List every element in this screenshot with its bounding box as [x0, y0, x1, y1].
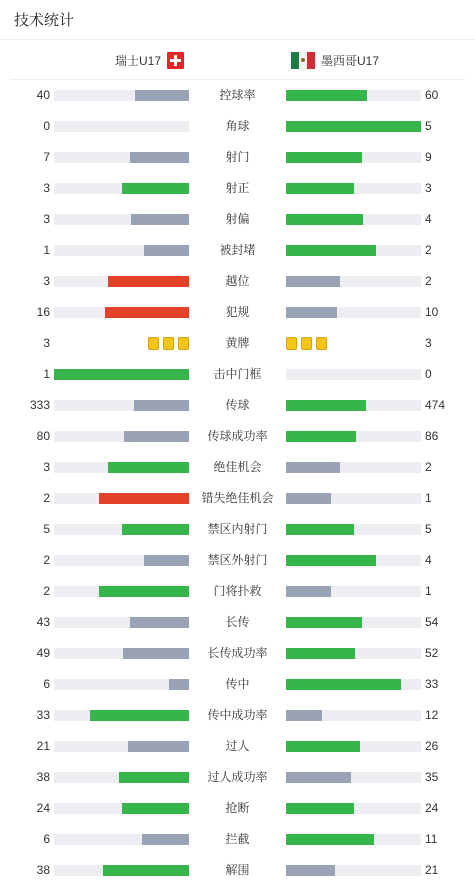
- stat-label: 拦截: [225, 832, 250, 846]
- away-stat-bar: [286, 710, 421, 721]
- home-stat-value: 24: [36, 801, 50, 815]
- stat-row: [0, 328, 475, 359]
- away-stat-bar-fill: [286, 121, 421, 132]
- home-stat-value: 3: [43, 212, 50, 226]
- home-stat-bar-fill: [135, 90, 189, 101]
- away-stat-value: 5: [425, 119, 432, 133]
- away-stat-bar: [286, 400, 421, 411]
- away-yellow-cards: [286, 337, 327, 350]
- stat-row: [0, 142, 475, 173]
- stat-label: 传球: [225, 398, 250, 412]
- away-stat-bar-fill: [286, 803, 354, 814]
- away-stat-bar-fill: [286, 648, 355, 659]
- stat-row: [0, 638, 475, 669]
- stat-label: 禁区外射门: [207, 553, 268, 567]
- yellow-card-icon: [286, 337, 297, 350]
- away-team-name: 墨西哥U17: [321, 53, 380, 68]
- home-stat-value: 3: [43, 181, 50, 195]
- home-stat-value: 2: [43, 491, 50, 505]
- stat-row: [0, 266, 475, 297]
- stat-label: 绝佳机会: [213, 460, 262, 474]
- home-stat-bar-fill: [142, 834, 189, 845]
- home-team: [115, 40, 184, 80]
- stat-row: [0, 700, 475, 731]
- stat-label: 过人成功率: [207, 770, 268, 784]
- away-stat-bar: [286, 152, 421, 163]
- home-stat-bar-fill: [130, 617, 189, 628]
- away-stat-value: 35: [425, 770, 439, 784]
- page-title: 技术统计: [14, 12, 75, 29]
- home-stat-bar: [54, 400, 189, 411]
- stats-list: [0, 80, 475, 886]
- home-stat-bar: [54, 524, 189, 535]
- away-stat-value: 474: [425, 398, 446, 412]
- away-stat-value: 3: [425, 336, 432, 350]
- away-stat-value: 12: [425, 708, 439, 722]
- away-stat-bar: [286, 617, 421, 628]
- stat-label: 门将扑救: [213, 584, 262, 598]
- home-stat-bar: [54, 586, 189, 597]
- away-stat-bar-fill: [286, 431, 356, 442]
- stat-label: 解围: [225, 863, 250, 877]
- home-stat-bar-fill: [105, 307, 189, 318]
- home-stat-bar-fill: [103, 865, 189, 876]
- home-stat-bar: [54, 307, 189, 318]
- stat-label: 长传成功率: [207, 646, 268, 660]
- away-stat-bar: [286, 462, 421, 473]
- stat-row: [0, 452, 475, 483]
- away-stat-bar-fill: [286, 493, 331, 504]
- away-stat-value: 52: [425, 646, 439, 660]
- away-stat-bar-fill: [286, 555, 376, 566]
- home-stat-bar-fill: [128, 741, 189, 752]
- home-stat-bar-fill: [54, 369, 189, 380]
- away-stat-bar: [286, 90, 421, 101]
- stat-label: 射偏: [225, 212, 250, 226]
- away-stat-bar: [286, 493, 421, 504]
- home-stat-value: 2: [43, 584, 50, 598]
- home-stat-bar: [54, 617, 189, 628]
- home-stat-bar-fill: [124, 431, 189, 442]
- home-stat-bar-fill: [122, 524, 190, 535]
- away-stat-value: 33: [425, 677, 439, 691]
- away-stat-bar-fill: [286, 772, 351, 783]
- stat-row: [0, 731, 475, 762]
- home-stat-value: 38: [36, 863, 50, 877]
- away-stat-value: 24: [425, 801, 439, 815]
- home-stat-value: 5: [43, 522, 50, 536]
- away-stat-value: 4: [425, 553, 432, 567]
- away-stat-bar-fill: [286, 152, 362, 163]
- away-stat-bar: [286, 307, 421, 318]
- home-stat-bar: [54, 555, 189, 566]
- yellow-card-icon: [301, 337, 312, 350]
- stat-row: [0, 173, 475, 204]
- home-stat-value: 2: [43, 553, 50, 567]
- home-stat-bar: [54, 834, 189, 845]
- home-stat-value: 6: [43, 832, 50, 846]
- stats-header: [0, 0, 475, 40]
- stat-label: 传中: [225, 677, 250, 691]
- home-stat-bar: [54, 245, 189, 256]
- away-stat-value: 54: [425, 615, 439, 629]
- home-stat-bar: [54, 431, 189, 442]
- away-stat-bar: [286, 369, 421, 380]
- home-stat-bar: [54, 710, 189, 721]
- stat-row: [0, 762, 475, 793]
- stat-row: [0, 297, 475, 328]
- home-stat-value: 1: [43, 243, 50, 257]
- away-stat-bar: [286, 648, 421, 659]
- home-stat-value: 49: [36, 646, 50, 660]
- away-stat-bar: [286, 803, 421, 814]
- yellow-card-icon: [163, 337, 174, 350]
- away-stat-value: 2: [425, 460, 432, 474]
- away-stat-bar-fill: [286, 214, 363, 225]
- stat-row: [0, 235, 475, 266]
- away-stat-bar: [286, 183, 421, 194]
- stat-row: [0, 793, 475, 824]
- home-stat-value: 3: [43, 460, 50, 474]
- away-stat-bar: [286, 214, 421, 225]
- home-stat-bar-fill: [90, 710, 189, 721]
- away-stat-value: 3: [425, 181, 432, 195]
- stat-label: 传球成功率: [207, 429, 268, 443]
- away-stat-value: 0: [425, 367, 432, 381]
- home-stat-bar: [54, 121, 189, 132]
- away-stat-bar-fill: [286, 183, 354, 194]
- stat-row: [0, 855, 475, 886]
- away-stat-bar: [286, 245, 421, 256]
- stat-label: 过人: [225, 739, 250, 753]
- home-stat-value: 1: [43, 367, 50, 381]
- away-stat-value: 21: [425, 863, 439, 877]
- stat-row: [0, 204, 475, 235]
- home-stat-bar: [54, 803, 189, 814]
- home-stat-bar-fill: [122, 803, 190, 814]
- stat-label: 黄牌: [225, 336, 250, 350]
- stat-label: 抢断: [225, 801, 250, 815]
- away-stat-bar: [286, 586, 421, 597]
- stat-label: 禁区内射门: [207, 522, 268, 536]
- stat-row: [0, 545, 475, 576]
- home-stat-value: 7: [43, 150, 50, 164]
- away-stat-bar-fill: [286, 462, 340, 473]
- home-stat-bar: [54, 493, 189, 504]
- home-stat-bar: [54, 648, 189, 659]
- stat-label: 射门: [225, 150, 250, 164]
- home-stat-bar-fill: [144, 245, 189, 256]
- home-stat-value: 333: [29, 398, 50, 412]
- away-stat-value: 9: [425, 150, 432, 164]
- home-stat-value: 0: [43, 119, 50, 133]
- away-stat-value: 10: [425, 305, 439, 319]
- home-stat-bar: [54, 772, 189, 783]
- home-stat-value: 40: [36, 88, 50, 102]
- home-stat-bar-fill: [131, 214, 189, 225]
- stat-label: 击中门框: [213, 367, 262, 381]
- away-stat-bar-fill: [286, 90, 367, 101]
- away-stat-bar-fill: [286, 617, 362, 628]
- away-stat-bar: [286, 772, 421, 783]
- stat-row: [0, 483, 475, 514]
- stat-row: [0, 669, 475, 700]
- stat-row: [0, 607, 475, 638]
- home-stat-bar: [54, 865, 189, 876]
- stat-label: 控球率: [219, 88, 256, 102]
- stat-label: 射正: [225, 181, 250, 195]
- home-stat-bar-fill: [108, 276, 189, 287]
- away-stat-bar: [286, 555, 421, 566]
- home-stat-bar-fill: [144, 555, 189, 566]
- yellow-card-icon: [148, 337, 159, 350]
- home-stat-value: 16: [36, 305, 50, 319]
- stat-label: 传中成功率: [207, 708, 268, 722]
- stat-row: [0, 359, 475, 390]
- home-stat-bar-fill: [122, 183, 190, 194]
- home-team-name: 瑞士U17: [115, 53, 162, 68]
- away-stat-value: 60: [425, 88, 439, 102]
- away-stat-bar-fill: [286, 276, 340, 287]
- teams-bar: [10, 40, 465, 80]
- home-stat-value: 38: [36, 770, 50, 784]
- home-stat-value: 3: [43, 274, 50, 288]
- stat-label: 错失绝佳机会: [201, 491, 274, 505]
- home-stat-bar: [54, 90, 189, 101]
- home-stat-bar: [54, 152, 189, 163]
- home-stat-bar: [54, 462, 189, 473]
- away-stat-bar-fill: [286, 400, 366, 411]
- stat-label: 被封堵: [219, 243, 256, 257]
- away-stat-value: 2: [425, 243, 432, 257]
- home-stat-value: 21: [36, 739, 50, 753]
- home-stat-bar: [54, 741, 189, 752]
- away-stat-bar-fill: [286, 834, 374, 845]
- home-stat-bar: [54, 679, 189, 690]
- away-stat-bar: [286, 741, 421, 752]
- stat-label: 角球: [225, 119, 250, 133]
- home-stat-bar-fill: [130, 152, 189, 163]
- stat-row: [0, 390, 475, 421]
- away-stat-value: 1: [425, 491, 432, 505]
- home-stat-bar-fill: [123, 648, 189, 659]
- away-stat-bar: [286, 679, 421, 690]
- away-stat-bar-fill: [286, 586, 331, 597]
- home-stat-bar-fill: [99, 493, 189, 504]
- stat-row: [0, 576, 475, 607]
- home-stat-value: 33: [36, 708, 50, 722]
- home-stat-value: 80: [36, 429, 50, 443]
- stat-row: [0, 80, 475, 111]
- home-stat-bar-fill: [134, 400, 189, 411]
- home-stat-bar-fill: [99, 586, 189, 597]
- away-stat-bar-fill: [286, 524, 354, 535]
- away-stat-bar: [286, 276, 421, 287]
- home-stat-bar-fill: [108, 462, 189, 473]
- stat-label: 长传: [225, 615, 250, 629]
- home-stat-bar: [54, 183, 189, 194]
- away-stat-value: 26: [425, 739, 439, 753]
- away-stat-bar-fill: [286, 741, 360, 752]
- stat-label: 犯规: [225, 305, 250, 319]
- away-stat-value: 86: [425, 429, 439, 443]
- home-stat-bar-fill: [169, 679, 189, 690]
- away-stat-value: 1: [425, 584, 432, 598]
- home-stat-value: 3: [43, 336, 50, 350]
- yellow-card-icon: [178, 337, 189, 350]
- away-stat-bar-fill: [286, 710, 322, 721]
- stat-row: [0, 111, 475, 142]
- away-stat-bar: [286, 431, 421, 442]
- home-stat-bar: [54, 214, 189, 225]
- away-stat-value: 5: [425, 522, 432, 536]
- home-stat-bar: [54, 276, 189, 287]
- away-stat-value: 4: [425, 212, 432, 226]
- away-stat-bar-fill: [286, 245, 376, 256]
- switzerland-flag-icon: [167, 52, 184, 69]
- away-stat-bar-fill: [286, 307, 337, 318]
- stat-row: [0, 824, 475, 855]
- home-stat-bar-fill: [119, 772, 189, 783]
- home-yellow-cards: [148, 337, 189, 350]
- away-stat-bar: [286, 834, 421, 845]
- away-stat-value: 11: [425, 832, 438, 846]
- away-stat-bar: [286, 524, 421, 535]
- away-stat-bar: [286, 121, 421, 132]
- stat-row: [0, 514, 475, 545]
- away-stat-value: 2: [425, 274, 432, 288]
- stat-label: 越位: [225, 274, 250, 288]
- away-stat-bar: [286, 865, 421, 876]
- away-team: [291, 40, 379, 80]
- home-stat-value: 43: [36, 615, 50, 629]
- home-stat-bar: [54, 369, 189, 380]
- yellow-card-icon: [316, 337, 327, 350]
- away-stat-bar-fill: [286, 865, 335, 876]
- home-stat-value: 6: [43, 677, 50, 691]
- stat-row: [0, 421, 475, 452]
- mexico-flag-icon: [291, 52, 315, 69]
- away-stat-bar-fill: [286, 679, 401, 690]
